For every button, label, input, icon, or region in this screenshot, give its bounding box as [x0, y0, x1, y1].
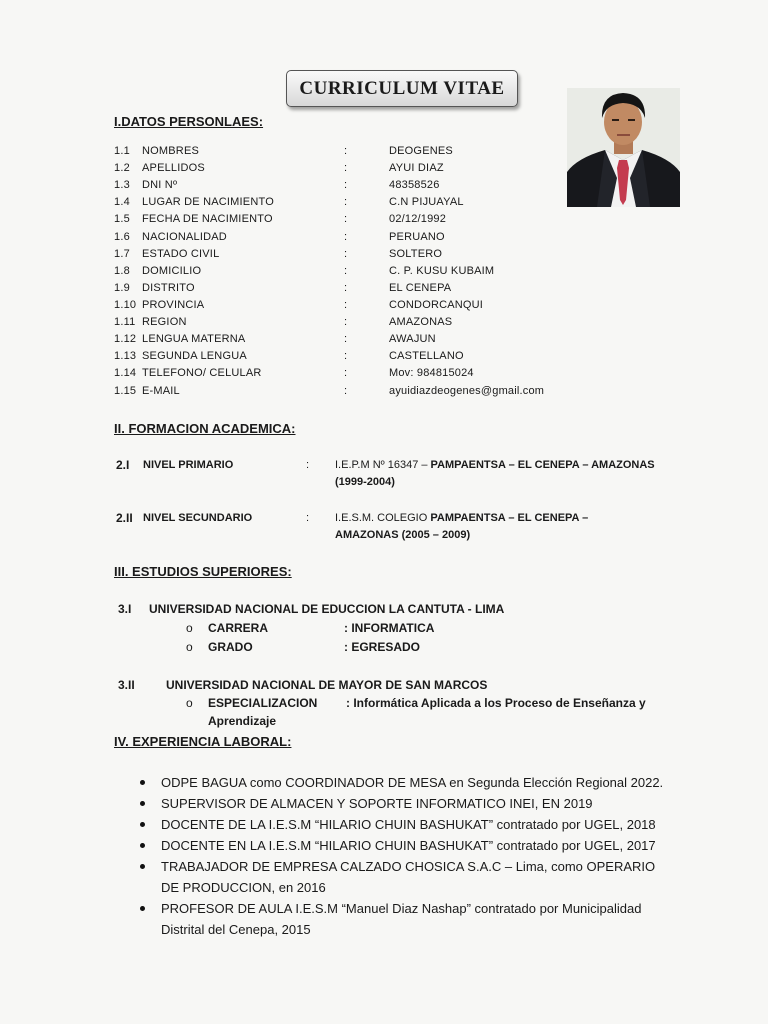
primario-school: [335, 459, 655, 471]
row-value: PERUANO: [389, 231, 445, 243]
primario-years: (1999-2004): [335, 476, 395, 488]
row-colon: :: [344, 213, 348, 225]
row-label: LENGUA MATERNA: [142, 333, 246, 345]
secundario-years: AMAZONAS (2005 – 2009): [335, 529, 471, 541]
university-1-name: UNIVERSIDAD NACIONAL DE EDUCCION LA CANTUTA - LIMA: [149, 602, 505, 616]
row-colon: :: [344, 316, 348, 328]
row-label: LUGAR DE NACIMIENTO: [142, 196, 274, 208]
row-number: 1.8: [114, 265, 130, 277]
university-1-number: 3.I: [118, 602, 132, 616]
primario-school-place: PAMPAENTSA – EL CENEPA – AMAZONAS: [430, 459, 655, 471]
row-number: 1.9: [114, 282, 130, 294]
row-colon: :: [344, 231, 348, 243]
section-heading-formacion: II. FORMACION ACADEMICA:: [114, 421, 296, 436]
row-number: 1.15: [114, 385, 137, 397]
row-label: TELEFONO/ CELULAR: [142, 367, 262, 379]
university-2-number: 3.II: [118, 678, 135, 692]
row-value: AMAZONAS: [389, 316, 453, 328]
row-value: 02/12/1992: [389, 213, 447, 225]
row-colon: :: [344, 282, 348, 294]
row-number: 1.7: [114, 248, 130, 260]
secundario-school: [335, 512, 588, 524]
sub-bullet: o: [186, 640, 193, 654]
row-colon: :: [344, 145, 348, 157]
experience-text: PROFESOR DE AULA I.E.S.M “Manuel Diaz Nashap” contratado por Municipalidad Distrital del Cenepa, 2015: [161, 901, 642, 937]
row-colon: :: [344, 385, 348, 397]
row-label: DOMICILIO: [142, 265, 202, 277]
especializacion-value: : Informática Aplicada a los Proceso de Enseñanza y: [346, 696, 646, 710]
row-label: DNI Nº: [142, 179, 178, 191]
row-colon: :: [344, 333, 348, 345]
row-value: AWAJUN: [389, 333, 436, 345]
sub-bullet: o: [186, 621, 193, 635]
bullet-dot-icon: [140, 780, 145, 785]
row-colon: :: [344, 179, 348, 191]
secundario-label: NIVEL SECUNDARIO: [143, 512, 253, 524]
experience-item: [136, 793, 676, 814]
row-value: AYUI DIAZ: [389, 162, 444, 174]
row-label: DISTRITO: [142, 282, 195, 294]
university-2-name: UNIVERSIDAD NACIONAL DE MAYOR DE SAN MARCOS: [166, 678, 488, 692]
email-value: ayuidiazdeogenes@gmail.com: [389, 385, 545, 397]
portrait-image: [567, 88, 680, 207]
row-label: ESTADO CIVIL: [142, 248, 220, 260]
carrera-label: CARRERA: [208, 621, 268, 635]
row-label: SEGUNDA LENGUA: [142, 350, 247, 362]
bullet-dot-icon: [140, 822, 145, 827]
experience-text: ODPE BAGUA como COORDINADOR DE MESA en Segunda Elección Regional 2022.: [161, 775, 664, 790]
row-label: REGION: [142, 316, 187, 328]
experience-item: [136, 856, 676, 898]
row-number: 1.5: [114, 213, 130, 225]
experience-text: TRABAJADOR DE EMPRESA CALZADO CHOSICA S.A.C – Lima, como OPERARIO DE PRODUCCION, en 2016: [161, 859, 656, 895]
row-colon: :: [344, 196, 348, 208]
secundario-school-code: I.E.S.M. COLEGIO: [335, 512, 431, 524]
row-value: SOLTERO: [389, 248, 443, 260]
row-value: 48358526: [389, 179, 440, 191]
profile-photo: [567, 88, 680, 207]
especializacion-label: ESPECIALIZACION: [208, 696, 318, 710]
row-number: 1.6: [114, 231, 130, 243]
experience-item: [136, 898, 676, 940]
row-label: FECHA DE NACIMIENTO: [142, 213, 273, 225]
row-number: 1.4: [114, 196, 130, 208]
sub-bullet: o: [186, 696, 193, 710]
row-number: 1.3: [114, 179, 130, 191]
bullet-dot-icon: [140, 864, 145, 869]
section-heading-datos: I.DATOS PERSONLAES:: [114, 114, 264, 129]
row-colon: :: [344, 162, 348, 174]
row-value: CONDORCANQUI: [389, 299, 484, 311]
secundario-school-place: PAMPAENTSA – EL CENEPA –: [430, 512, 589, 524]
row-value: DEOGENES: [389, 145, 453, 157]
primario-colon: :: [306, 459, 310, 471]
row-colon: :: [344, 299, 348, 311]
grado-value: : EGRESADO: [344, 640, 421, 654]
row-label: E-MAIL: [142, 385, 180, 397]
row-value: EL CENEPA: [389, 282, 452, 294]
secundario-number: 2.II: [116, 511, 133, 525]
row-label: NACIONALIDAD: [142, 231, 227, 243]
row-number: 1.14: [114, 367, 137, 379]
row-value: Mov: 984815024: [389, 367, 474, 379]
experience-item: [136, 835, 676, 856]
bullet-dot-icon: [140, 801, 145, 806]
grado-label: GRADO: [208, 640, 253, 654]
experience-text: SUPERVISOR DE ALMACEN Y SOPORTE INFORMATICO INEI, EN 2019: [161, 796, 593, 811]
row-number: 1.10: [114, 299, 137, 311]
experience-text: DOCENTE EN LA I.E.S.M “HILARIO CHUIN BASHUKAT” contratado por UGEL, 2017: [161, 838, 656, 853]
row-colon: :: [344, 265, 348, 277]
secundario-colon: :: [306, 512, 310, 524]
row-value: C. P. KUSU KUBAIM: [389, 265, 495, 277]
row-colon: :: [344, 248, 348, 260]
experience-list: [136, 772, 676, 940]
row-value: CASTELLANO: [389, 350, 464, 362]
row-colon: :: [344, 367, 348, 379]
row-number: 1.2: [114, 162, 130, 174]
row-number: 1.11: [114, 316, 136, 328]
section-heading-experiencia: IV. EXPERIENCIA LABORAL:: [114, 734, 292, 749]
primario-school-code: I.E.P.M Nº 16347 –: [335, 459, 431, 471]
row-number: 1.12: [114, 333, 137, 345]
row-number: 1.13: [114, 350, 137, 362]
experience-item: [136, 772, 676, 793]
bullet-dot-icon: [140, 906, 145, 911]
document-title: CURRICULUM VITAE: [286, 70, 518, 107]
row-label: APELLIDOS: [142, 162, 205, 174]
experience-text: DOCENTE DE LA I.E.S.M “HILARIO CHUIN BASHUKAT” contratado por UGEL, 2018: [161, 817, 656, 832]
section-heading-estudios: III. ESTUDIOS SUPERIORES:: [114, 564, 292, 579]
experience-item: [136, 814, 676, 835]
row-colon: :: [344, 350, 348, 362]
bullet-dot-icon: [140, 843, 145, 848]
row-number: 1.1: [114, 145, 130, 157]
row-label: NOMBRES: [142, 145, 200, 157]
primario-label: NIVEL PRIMARIO: [143, 459, 234, 471]
row-label: PROVINCIA: [142, 299, 205, 311]
especializacion-label-cont: Aprendizaje: [208, 714, 277, 728]
row-value: C.N PIJUAYAL: [389, 196, 464, 208]
carrera-value: : INFORMATICA: [344, 621, 435, 635]
primario-number: 2.I: [116, 458, 130, 472]
